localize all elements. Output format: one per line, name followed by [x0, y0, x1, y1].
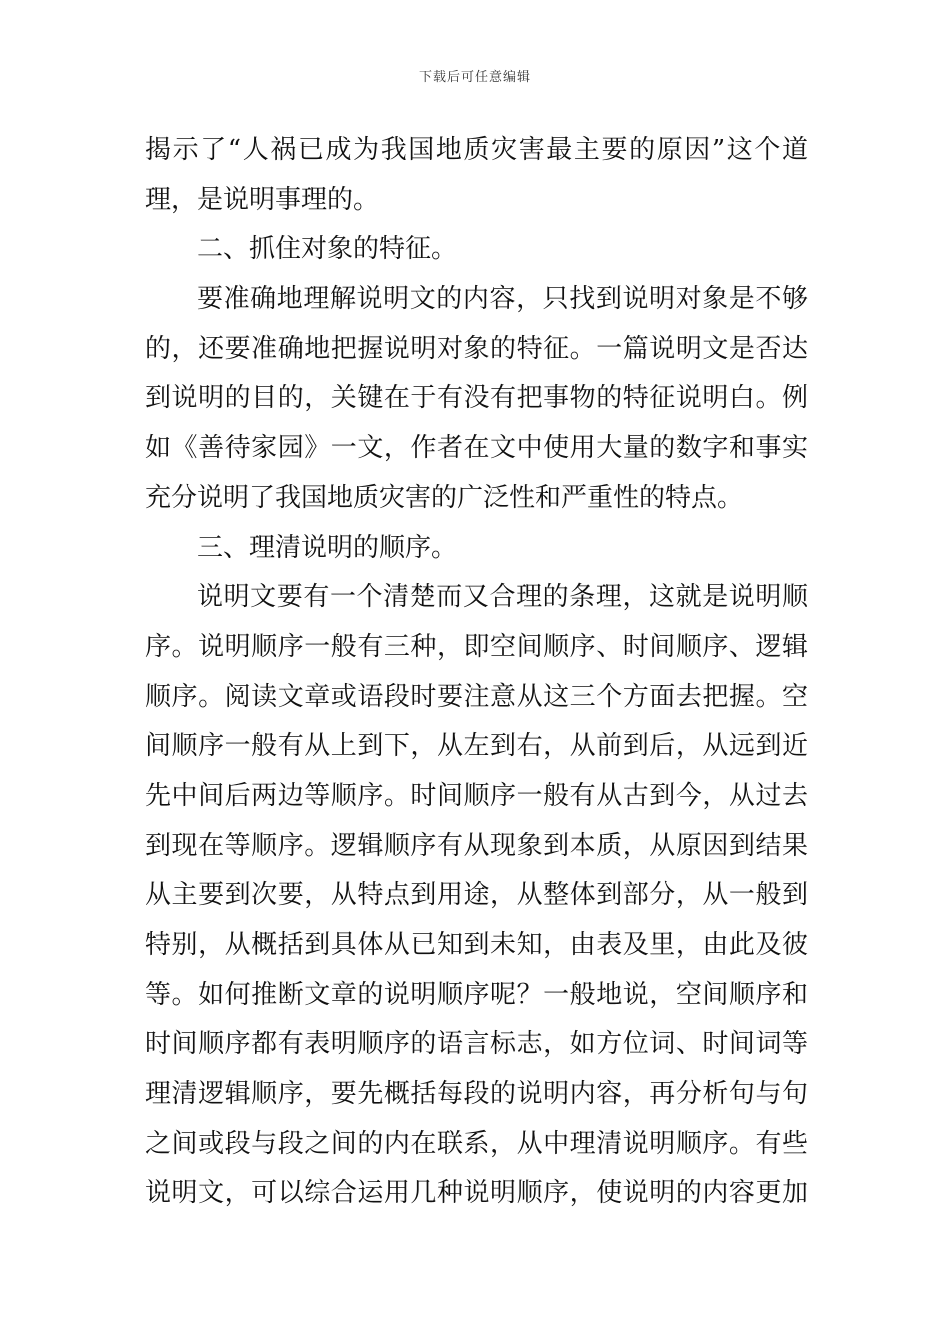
text-line: 间顺序一般有从上到下，从左到右，从前到后，从远到近: [145, 731, 808, 762]
text-line: 先中间后两边等顺序。时间顺序一般有从古到今，从过去: [145, 780, 808, 811]
text-line: 理，是说明事理的。: [145, 184, 380, 215]
text-line: 要准确地理解说明文的内容，只找到说明对象是不够: [197, 284, 808, 315]
text-line: 理清逻辑顺序，要先概括每段的说明内容，再分析句与句: [145, 1079, 808, 1110]
text-line: 到说明的目的，关键在于有没有把事物的特征说明白。例: [145, 383, 808, 414]
text-line: 特别，从概括到具体从已知到未知，由表及里，由此及彼: [145, 930, 808, 960]
text-line: 到现在等顺序。逻辑顺序有从现象到本质，从原因到结果: [145, 830, 808, 861]
section-heading: 三、理清说明的顺序。: [197, 532, 458, 563]
text-line: 从主要到次要，从特点到用途，从整体到部分，从一般到: [145, 880, 808, 911]
document-body: [145, 126, 808, 1219]
text-line: 顺序。阅读文章或语段时要注意从这三个方面去把握。空: [145, 681, 808, 712]
text-line: 揭示了“人祸已成为我国地质灾害最主要的原因”这个道: [145, 135, 808, 165]
text-line: 等。如何推断文章的说明顺序呢？一般地说，空间顺序和: [145, 979, 808, 1010]
page-header: 下载后可任意编辑: [418, 70, 531, 85]
text-line: 充分说明了我国地质灾害的广泛性和严重性的特点。: [145, 482, 744, 513]
text-line: 如《善待家园》一文，作者在文中使用大量的数字和事实: [145, 433, 808, 464]
text-line: 说明文要有一个清楚而又合理的条理，这就是说明顺: [197, 582, 808, 613]
text-line: 之间或段与段之间的内在联系，从中理清说明顺序。有些: [145, 1128, 808, 1159]
section-heading: 二、抓住对象的特征。: [197, 234, 458, 265]
text-line: 序。说明顺序一般有三种，即空间顺序、时间顺序、逻辑: [145, 631, 808, 662]
text-line: 说明文，可以综合运用几种说明顺序，使说明的内容更加: [145, 1178, 808, 1209]
text-line: 的，还要准确地把握说明对象的特征。一篇说明文是否达: [145, 333, 808, 364]
text-line: 时间顺序都有表明顺序的语言标志，如方位词、时间词等: [145, 1029, 808, 1060]
